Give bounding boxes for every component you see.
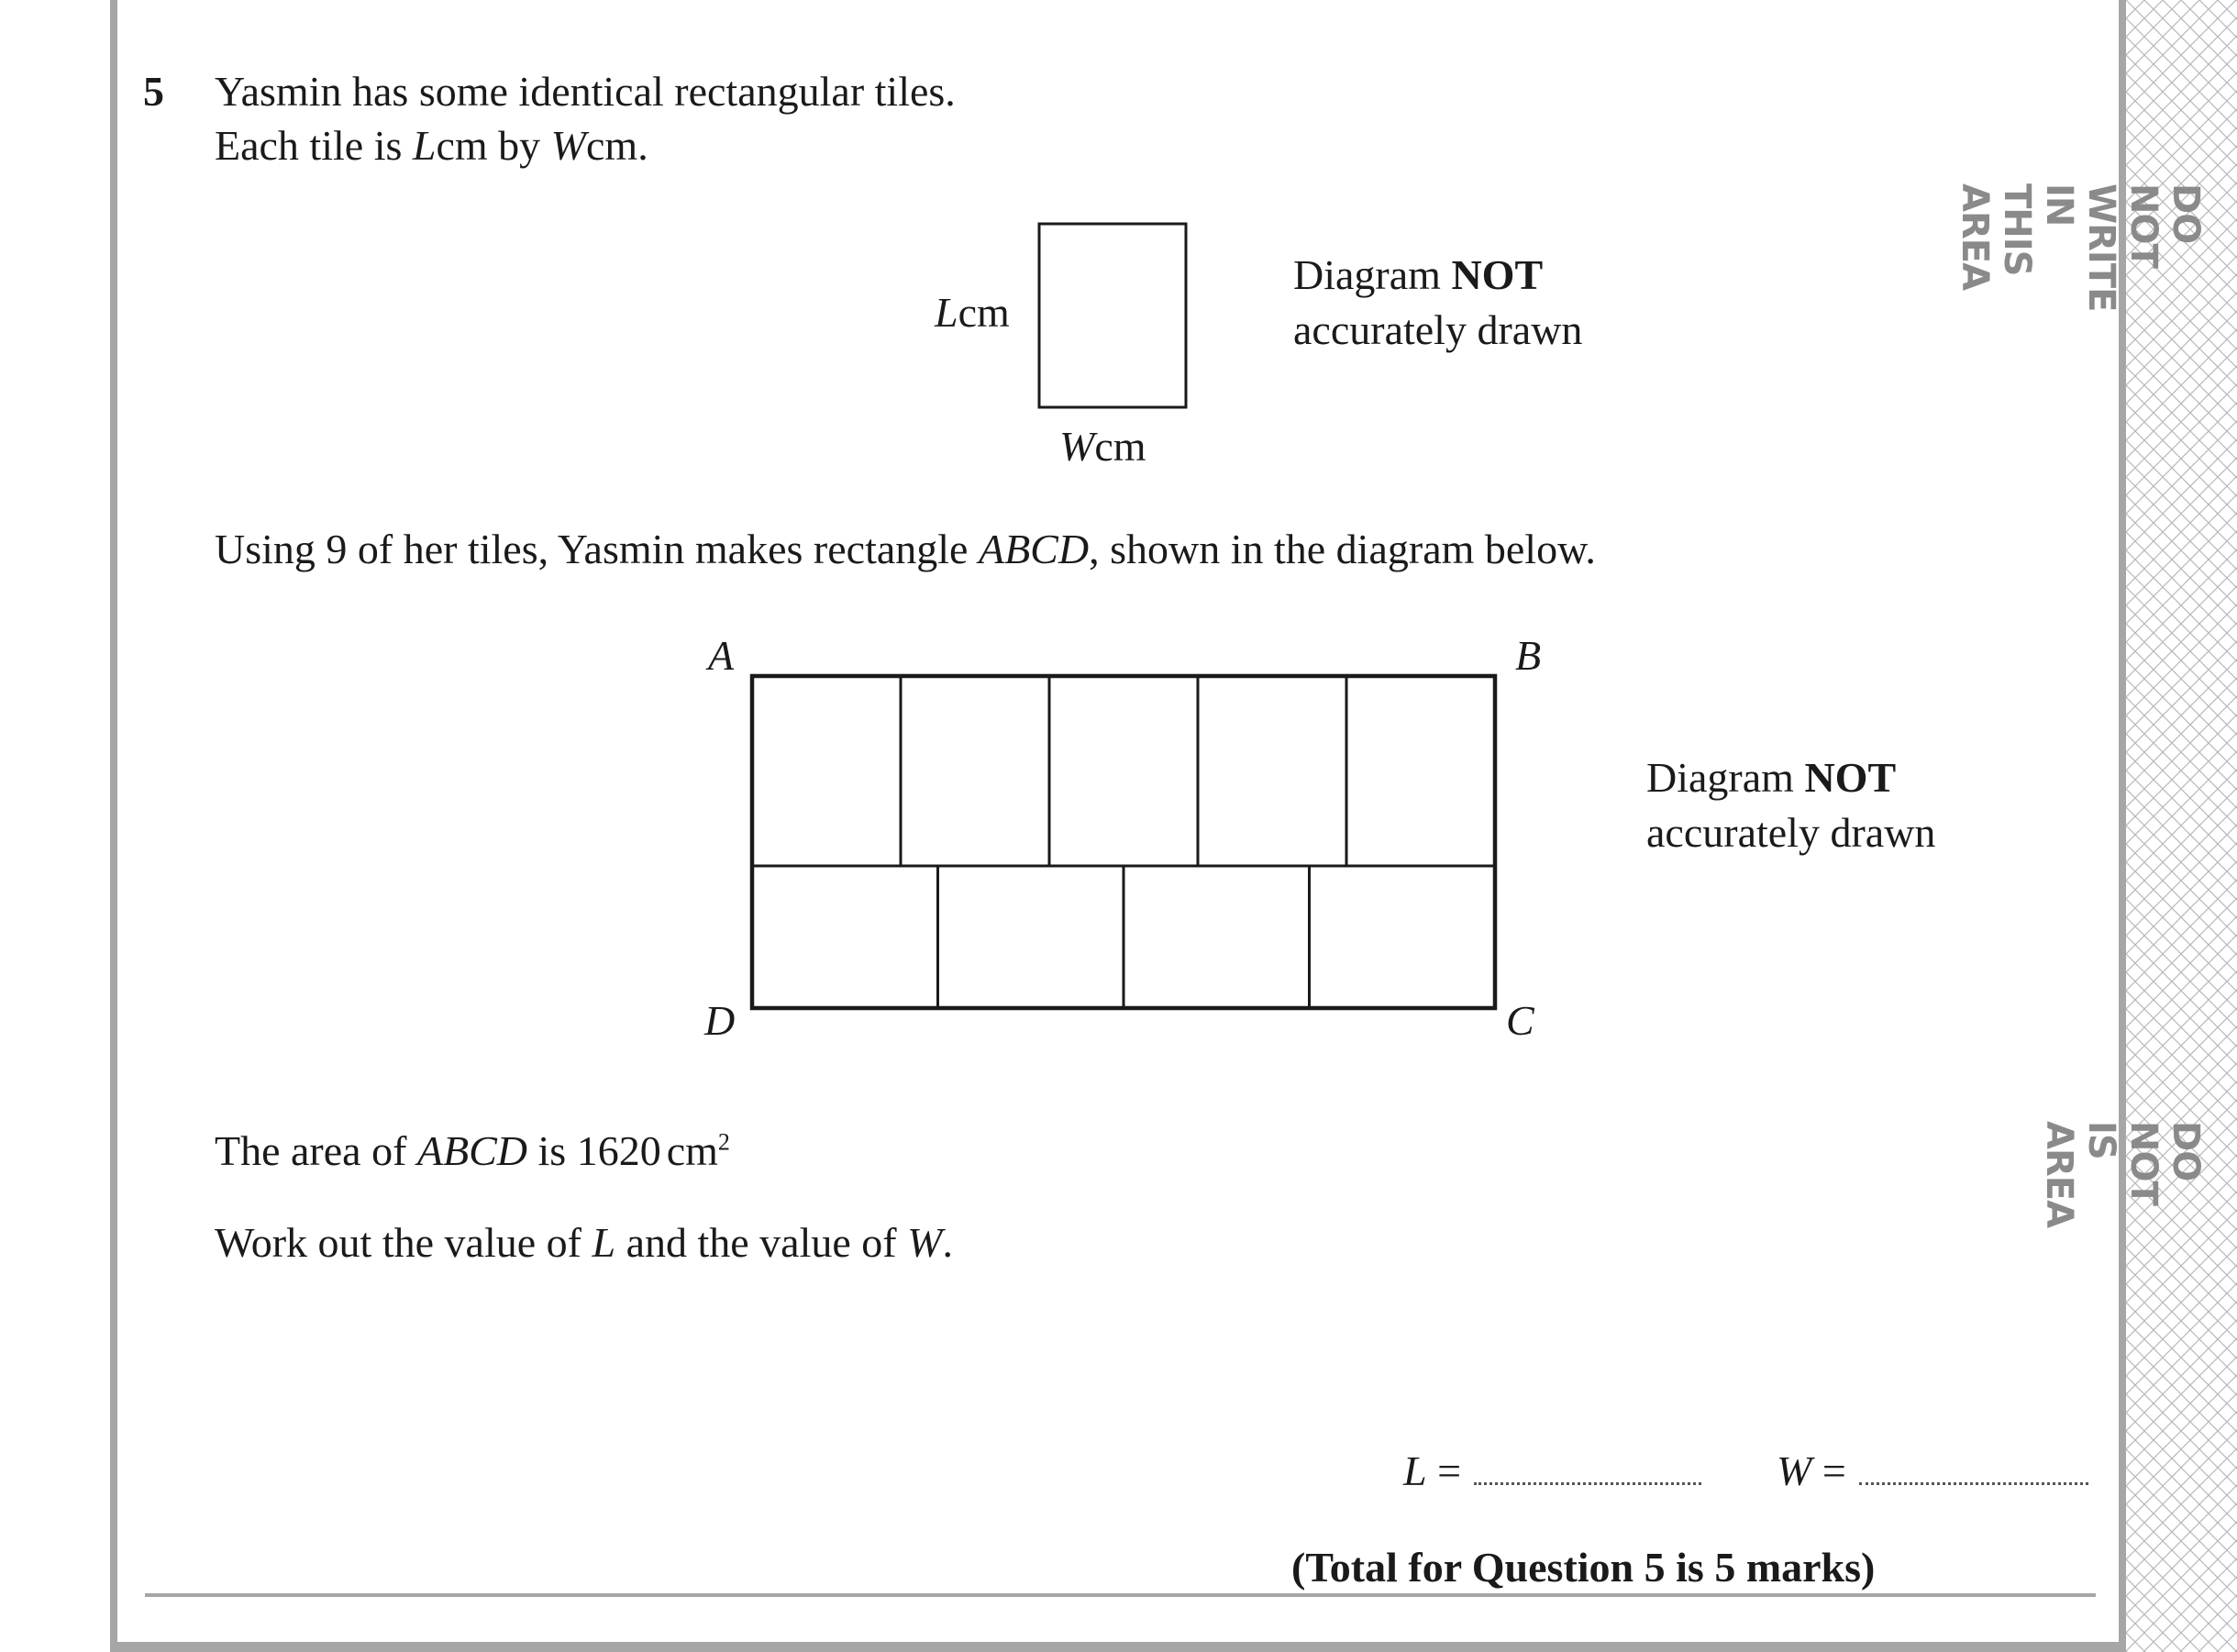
- bottom-rule: [145, 1593, 2096, 1597]
- tile-width-unit: cm: [1094, 423, 1146, 470]
- tile-note-bold: NOT: [1451, 251, 1544, 298]
- corner-label-d: D: [704, 997, 736, 1044]
- tile-length-L: L: [935, 289, 958, 336]
- work-W: W: [907, 1219, 943, 1266]
- line2-W: W: [550, 122, 586, 169]
- single-tile-rect: [1039, 224, 1186, 407]
- line2-post: cm.: [586, 122, 648, 169]
- line2-L: L: [412, 122, 437, 169]
- answer-L: [1403, 1449, 1701, 1492]
- corner-label-c: C: [1506, 997, 1534, 1044]
- page-frame-bottom: [110, 1642, 2126, 1652]
- tile-diagram-note: [1293, 248, 1582, 358]
- area-pre: The area of: [215, 1127, 417, 1174]
- do-not-write-margin: [1954, 0, 2237, 1652]
- using-abcd: ABCD: [978, 526, 1090, 572]
- line2-pre: Each tile is: [215, 122, 413, 169]
- corner-label-b: B: [1515, 632, 1542, 679]
- area-abcd: ABCD: [416, 1127, 528, 1174]
- margin-warning-top: DO NOT WRITE IN THIS AREA: [1954, 183, 2207, 312]
- using-tiles-text: [215, 528, 1596, 571]
- question-number: 5: [143, 68, 164, 115]
- area-statement: [215, 1127, 730, 1174]
- tile-note-line1: [1293, 248, 1582, 303]
- tile-width-W: W: [1059, 423, 1095, 470]
- line2-mid: cm by: [436, 122, 551, 169]
- answer-L-field[interactable]: [1474, 1449, 1701, 1485]
- work-mid: and the value of: [615, 1219, 908, 1266]
- area-unit: cm: [666, 1127, 718, 1174]
- question-intro-line1: Yasmin has some identical rectangular tiles.: [215, 68, 956, 115]
- tile-width-label: [1059, 423, 1146, 470]
- area-superscript: 2: [717, 1128, 730, 1156]
- area-value: is 1620: [527, 1127, 661, 1174]
- work-out-instruction: [215, 1219, 953, 1266]
- single-tile-diagram: [1032, 220, 1190, 413]
- abcd-note-line1: [1646, 750, 1935, 805]
- question-intro-line2: [215, 122, 648, 169]
- work-L: L: [592, 1219, 616, 1266]
- answer-W-field[interactable]: [1859, 1449, 2088, 1485]
- work-pre: Work out the value of: [215, 1219, 592, 1266]
- tile-note-line2: accurately drawn: [1293, 306, 1583, 353]
- abcd-note-bold: NOT: [1804, 754, 1897, 801]
- rectangle-abcd-diagram: [697, 624, 1568, 1064]
- answer-L-label: L: [1403, 1447, 1427, 1494]
- margin-warning-bottom: DO NOT IS AREA: [2038, 1121, 2207, 1228]
- corner-label-a: A: [708, 632, 735, 679]
- abcd-diagram-note: [1646, 750, 1935, 860]
- using-pre: Using 9 of her tiles, Yasmin makes rectangle: [215, 526, 979, 572]
- tile-length-label: [935, 289, 1010, 336]
- total-marks: (Total for Question 5 is 5 marks): [1291, 1544, 1876, 1591]
- tile-length-unit: cm: [958, 289, 1010, 336]
- answer-L-equals: =: [1426, 1447, 1462, 1494]
- using-post: , shown in the diagram below.: [1089, 526, 1596, 572]
- answer-W: [1777, 1449, 2088, 1492]
- answer-W-equals: =: [1811, 1447, 1846, 1494]
- abcd-note-word: Diagram: [1646, 754, 1805, 801]
- tile-note-word: Diagram: [1293, 251, 1452, 298]
- page-frame-left: [110, 0, 117, 1652]
- work-post: .: [942, 1219, 953, 1266]
- abcd-note-line2: accurately drawn: [1646, 809, 1936, 856]
- answer-W-label: W: [1777, 1447, 1812, 1494]
